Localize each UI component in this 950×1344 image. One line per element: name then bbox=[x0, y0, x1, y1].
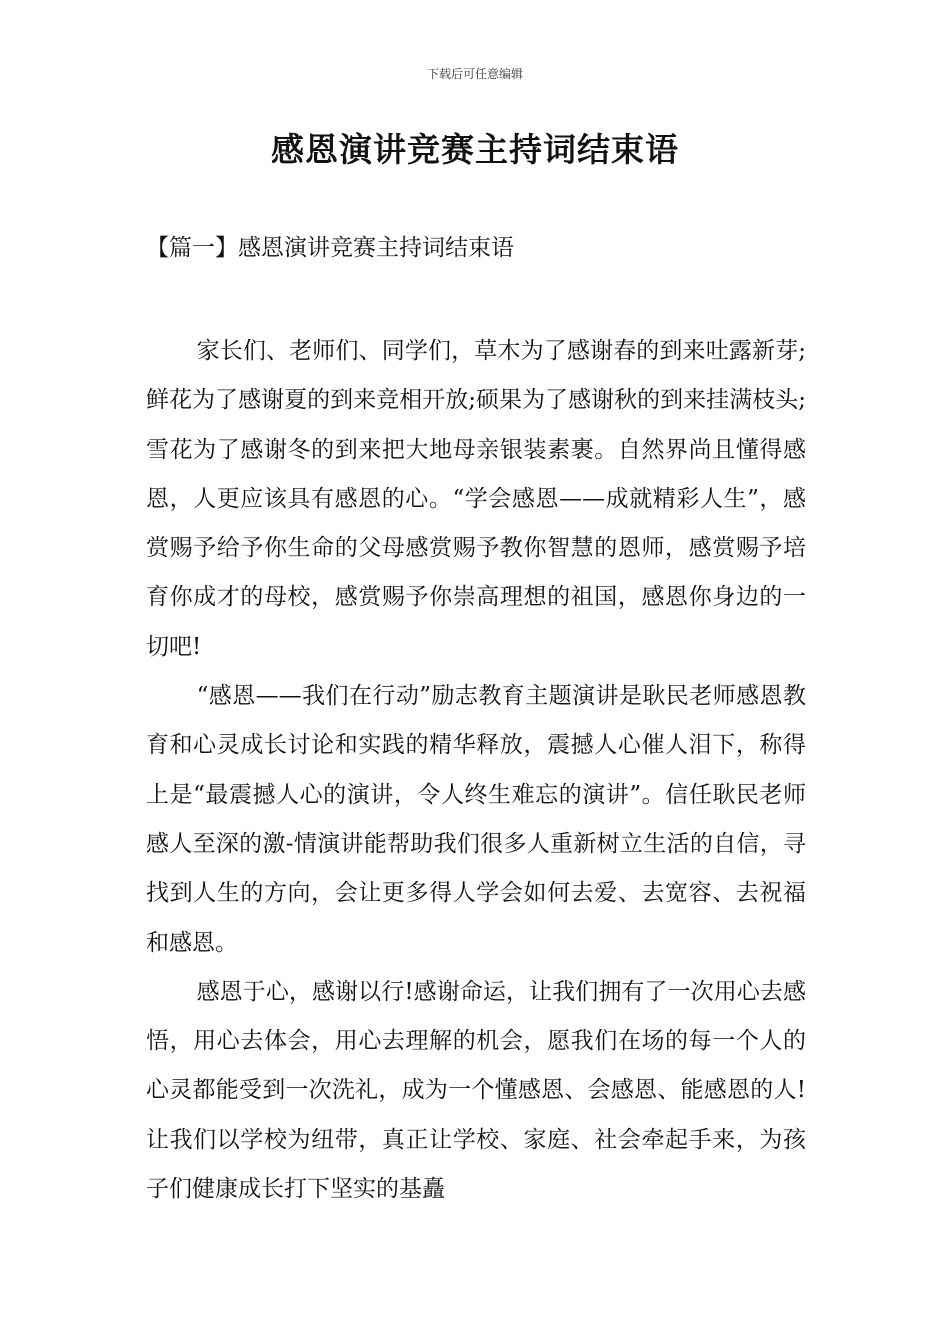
paragraph-3: 感恩于心，感谢以行!感谢命运，让我们拥有了一次用心去感悟，用心去体会，用心去理解的机会，愿我们在场的每一个人的心灵都能受到一次洗礼，成为一个懂感恩、会感恩、能感恩的人!让我们以学校为纽带，真正让学校、家庭、社会牵起手来，为孩子们健康成长打下坚实的基矗 bbox=[146, 978, 806, 1203]
section-heading: 【篇一】感恩演讲竞赛主持词结束语 bbox=[146, 235, 514, 261]
paragraph-1: 家长们、老师们、同学们，草木为了感谢春的到来吐露新芽;鲜花为了感谢夏的到来竞相开放;硕果为了感谢秋的到来挂满枝头;雪花为了感谢冬的到来把大地母亲银装素裹。自然界尚且懂得感恩，人更应该具有感恩的心。“学会感恩——成就精彩人生”，感赏赐予给予你生命的父母感赏赐予教你智慧的恩师，感赏赐予培育你成才的母校，感赏赐予你崇高理想的祖国，感恩你身边的一切吧! bbox=[146, 338, 806, 660]
paragraph-2: “感恩——我们在行动”励志教育主题演讲是耿民老师感恩教育和心灵成长讨论和实践的精华释放，震撼人心催人泪下，称得上是“最震撼人心的演讲，令人终生难忘的演讲”。信任耿民老师感人至深的激-情演讲能帮助我们很多人重新树立生活的自信，寻找到人生的方向，会让更多得人学会如何去爱、去宽容、去祝福和感恩。 bbox=[146, 683, 806, 956]
header-note: 下载后可任意编辑 bbox=[426, 67, 523, 81]
document-title: 感恩演讲竞赛主持词结束语 bbox=[271, 130, 679, 169]
body-text bbox=[146, 327, 806, 1214]
